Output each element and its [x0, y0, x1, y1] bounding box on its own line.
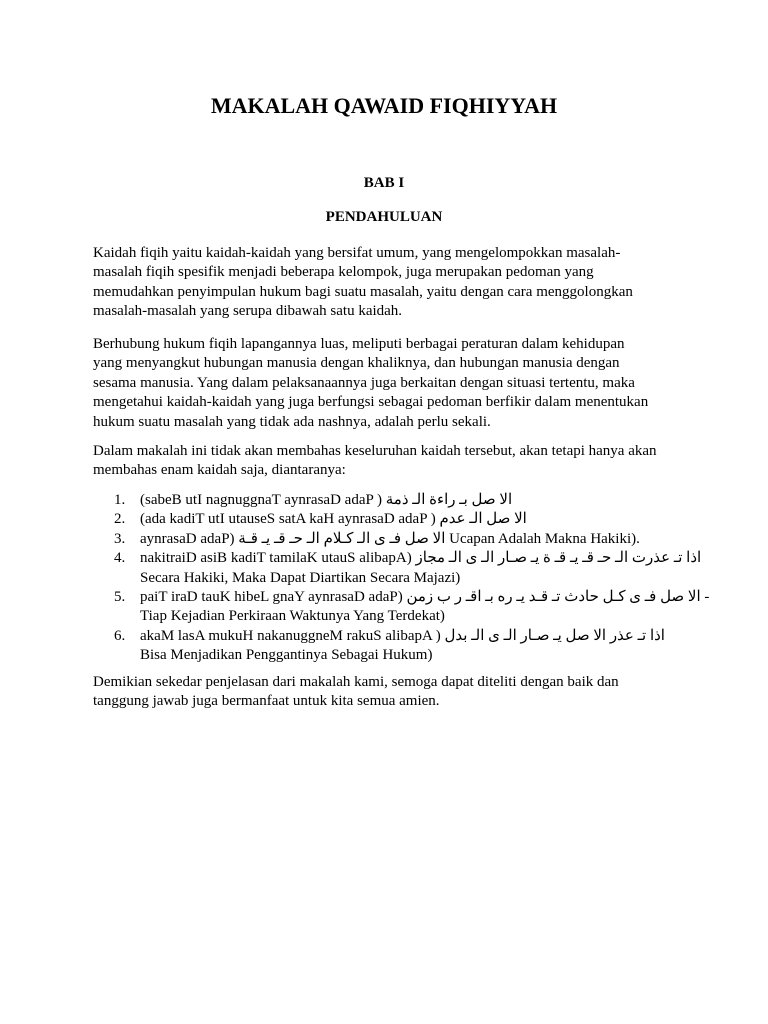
- list-item: [93, 588, 710, 627]
- paragraph-line: memudahkan penyimpulan hukum bagi suatu masalah, yaitu dengan cara menggolongkan: [93, 283, 633, 300]
- list-item: [93, 627, 693, 666]
- list-item-text: Bisa Menjadikan Penggantinya Sebagai Hukum): [140, 647, 433, 664]
- list-item-text: (ada kadiT utI utauseS satA kaH aynrasaD adaP ) الا صل الـ عدم: [140, 511, 527, 528]
- paragraph-line: Demikian sekedar penjelasan dari makalah kami, semoga dapat diteliti dengan baik dan: [93, 674, 619, 690]
- paragraph-line: sesama manusia. Yang dalam pelaksanaannya juga berkaitan dengan situasi tertentu, maka: [93, 374, 635, 391]
- list-number: 2.: [114, 511, 126, 528]
- list-item: [93, 530, 693, 549]
- paragraph-line: Berhubung hukum fiqih lapangannya luas, meliputi berbagai peraturan dalam kehidupan: [93, 336, 625, 352]
- paragraph-line: tanggung jawab juga bermanfaat untuk kita semua amien.: [93, 693, 440, 710]
- list-item: [93, 491, 693, 510]
- list-item-text: akaM lasA mukuH nakanuggneM rakuS alibapA ) اذا تـ عذر الا صل يـ صـار الـ ى الـ بدل: [140, 627, 665, 644]
- paragraph-closing: [93, 673, 693, 712]
- chapter-heading: BAB I: [363, 175, 405, 191]
- list-item-text: Tiap Kejadian Perkiraan Waktunya Yang Terdekat): [140, 608, 445, 625]
- list-item-text: nakitraiD asiB kadiT tamilaK utauS alibapA) اذا تـ عذرت الـ حـ قـ يـ قـ ة يـ صـار الـ ى الـ مجاز: [140, 550, 702, 567]
- list-number: 4.: [114, 550, 126, 567]
- paragraph-line: mengetahui kaidah-kaidah yang juga berfungsi sebagai pedoman berfikir dalam menentukan: [93, 394, 649, 411]
- paragraph-introduction: [93, 244, 693, 322]
- list-item: [93, 549, 702, 588]
- list-item-text: Secara Hakiki, Maka Dapat Diartikan Secara Majazi): [140, 569, 461, 586]
- paragraph-line: masalah fiqih spesifik menjadi beberapa kelompok, juga merupakan pedoman yang: [93, 264, 594, 281]
- list-item-text: aynrasaD adaP) الا صل فـ ى الـ كـلام الـ حـ قـ يـ قـة Ucapan Adalah Makna Hakiki).: [140, 530, 640, 547]
- list-item-text: paiT iraD tauK hibeL gnaY aynrasaD adaP) الا صل فـ ى كـل حادث تـ قـد يـ ره بـ اقـ ر ب زمن -: [140, 589, 710, 606]
- list-number: 3.: [114, 530, 126, 547]
- paragraph-line: hukum suatu masalah yang tidak ada nashnya, adalah perlu sekali.: [93, 413, 491, 430]
- paragraph-line: Kaidah fiqih yaitu kaidah-kaidah yang bersifat umum, yang mengelompokkan masalah-: [93, 245, 621, 261]
- paragraph-line: Dalam makalah ini tidak akan membahas keseluruhan kaidah tersebut, akan tetapi hanya akan: [93, 443, 657, 459]
- paragraph-overview: [93, 442, 693, 481]
- paragraph-line: membahas enam kaidah saja, diantaranya:: [93, 462, 346, 479]
- paragraph-line: masalah-masalah yang serupa dibawah satu kaidah.: [93, 303, 403, 320]
- section-heading: PENDAHULUAN: [325, 209, 443, 225]
- list-item: [93, 510, 693, 529]
- document-title: MAKALAH QAWAID FIQHIYYAH: [210, 93, 558, 118]
- list-number: 6.: [114, 627, 126, 644]
- kaidah-list: [93, 491, 710, 666]
- list-item-text: (sabeB utI nagnuggnaT aynrasaD adaP ) الا صل بـ راءة الـ ذمة: [140, 492, 513, 508]
- paragraph-line: yang menyangkut hubungan manusia dengan khaliknya, dan hubungan manusia dengan: [93, 355, 620, 372]
- list-number: 5.: [114, 589, 126, 606]
- list-number: 1.: [114, 492, 126, 508]
- paragraph-scope: [93, 335, 693, 432]
